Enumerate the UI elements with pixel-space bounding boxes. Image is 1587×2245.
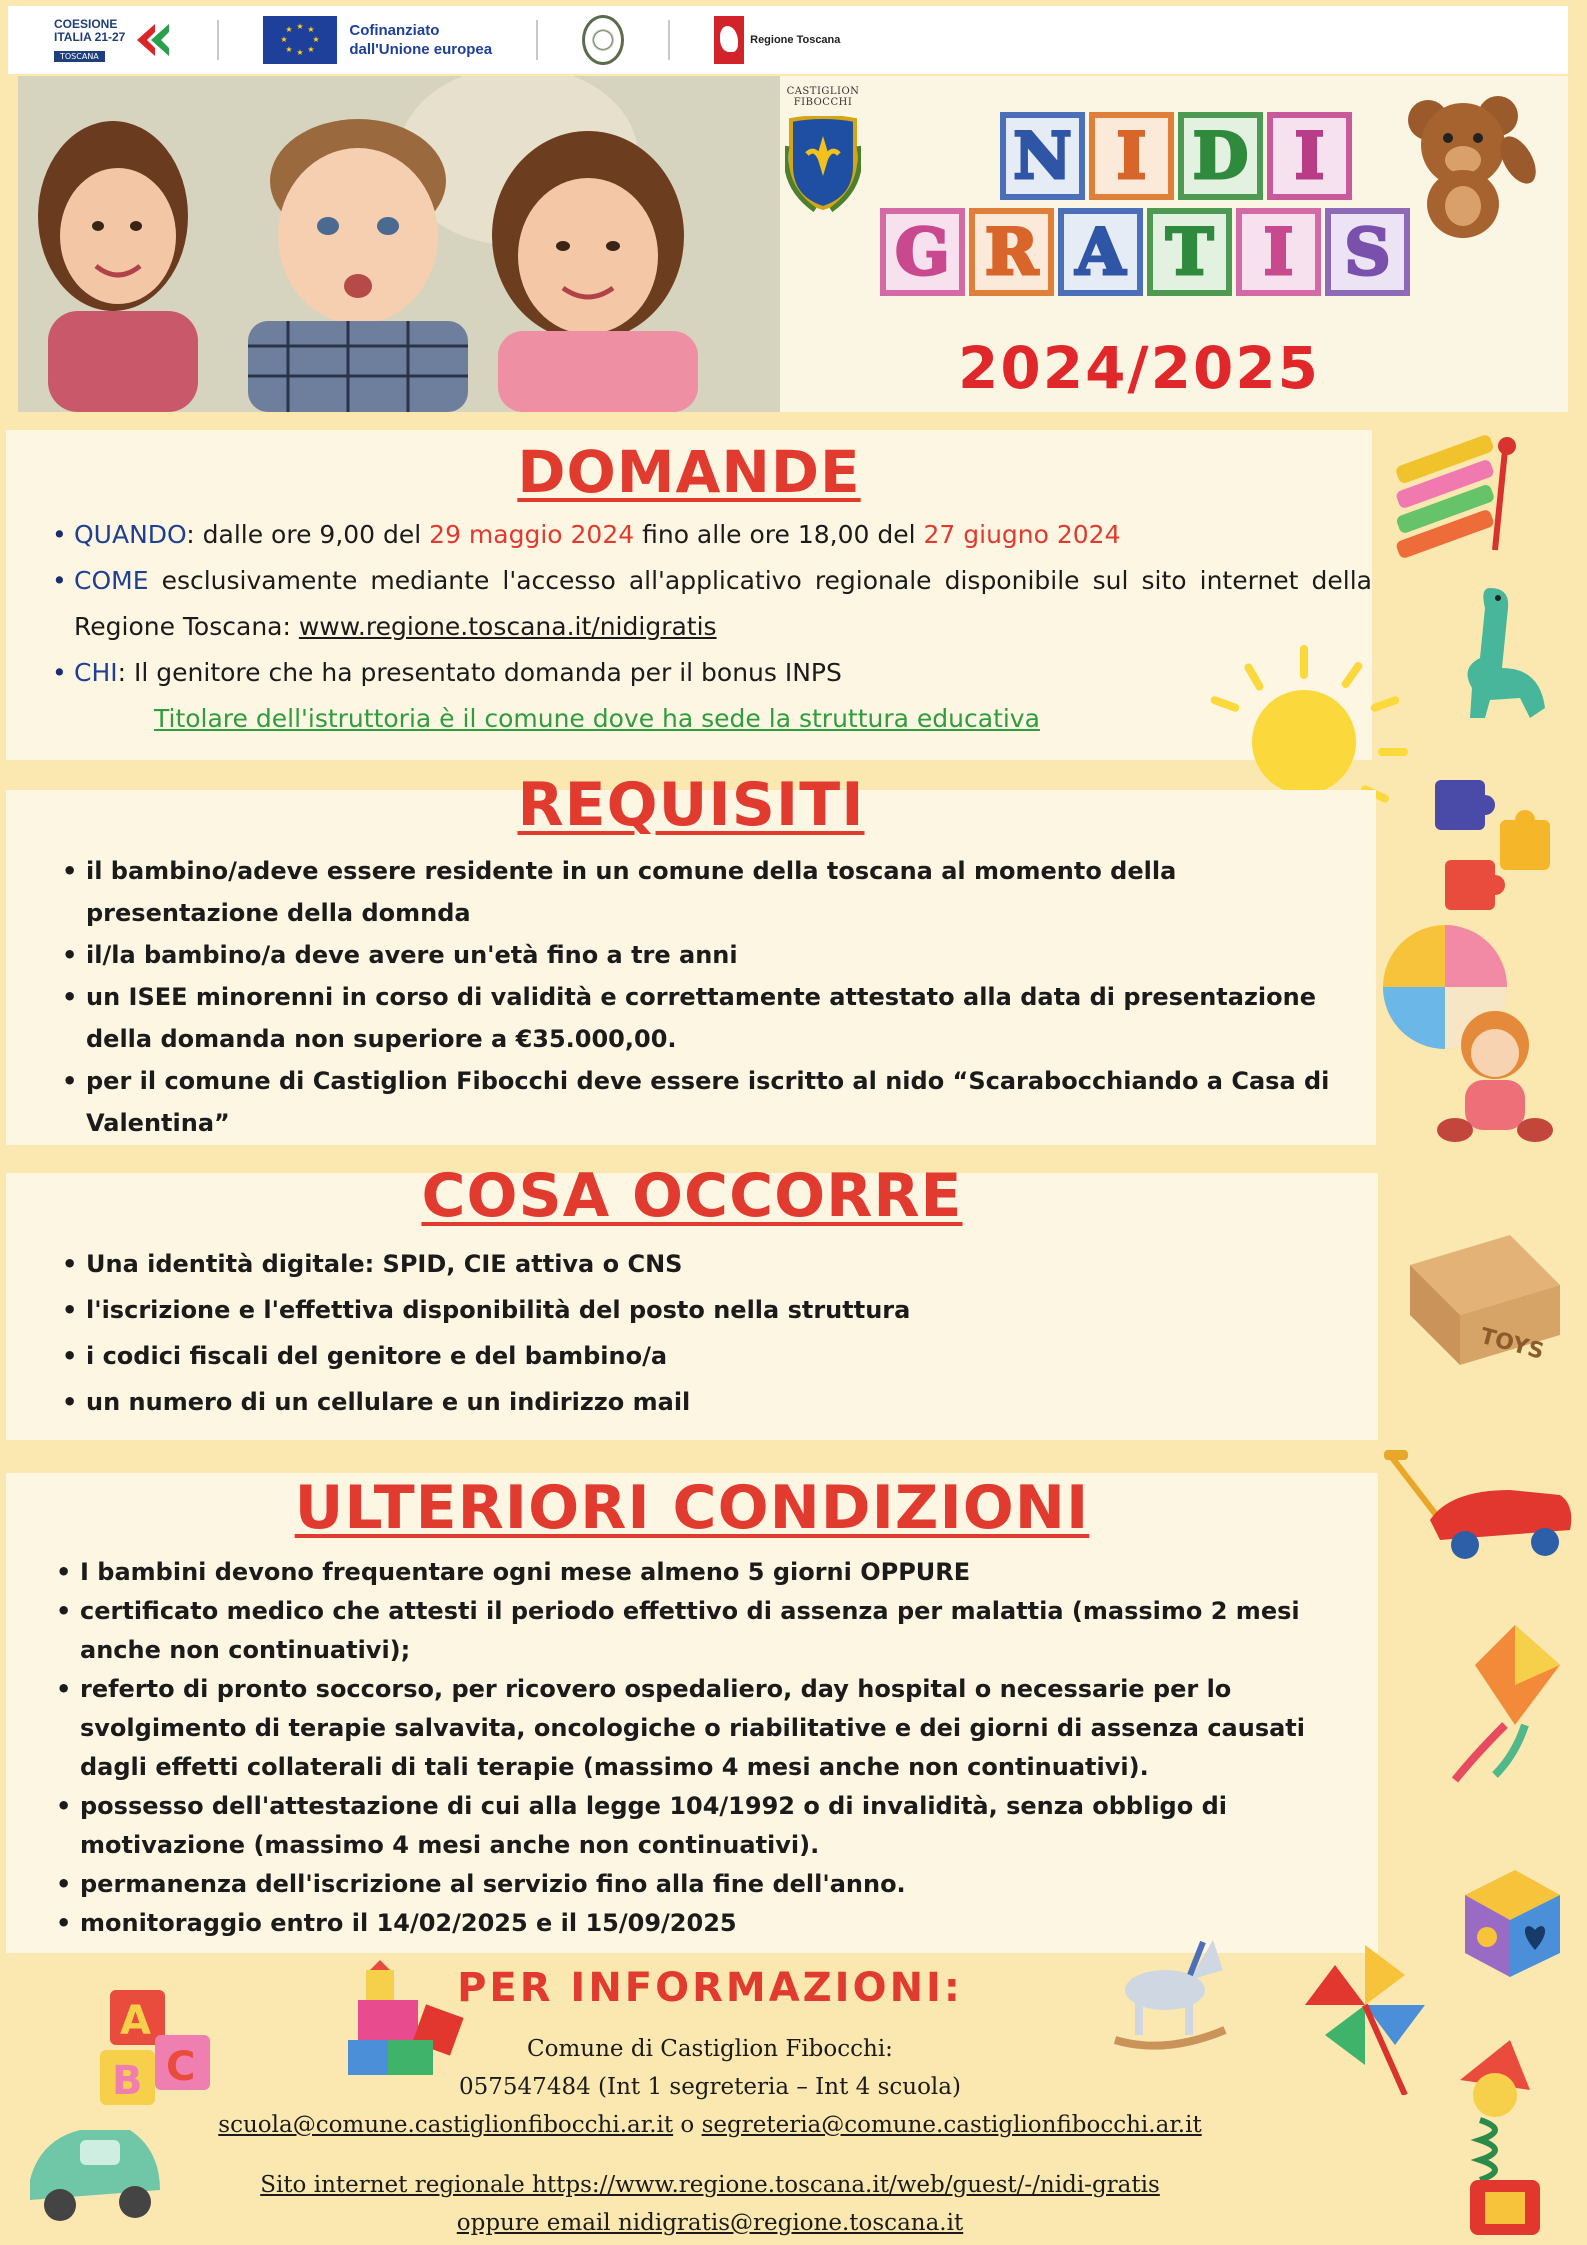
list-item: • il/la bambino/a deve avere un'età fino a tre anni	[62, 934, 1362, 976]
letter-block: D	[1178, 112, 1263, 200]
eu-cofinanced-text	[349, 21, 492, 59]
section-title-ulteriori: ULTERIORI CONDIZIONI	[294, 1473, 1090, 1543]
cosa-occorre-list	[62, 1241, 1362, 1425]
toy-cube-icon	[1455, 1865, 1565, 1980]
letter-block: T	[1147, 208, 1232, 296]
ulteriori-list	[56, 1553, 1376, 1943]
dinosaur-toy-icon	[1450, 588, 1550, 728]
letter-block: I	[1267, 112, 1352, 200]
section-cosa-occorre	[6, 1161, 1378, 1440]
logo-divider	[536, 20, 538, 60]
logo-bar	[8, 6, 1568, 74]
regional-site-link[interactable]: Sito internet regionale https://www.regione.toscana.it/web/guest/-/nidi-gratis	[260, 2172, 1160, 2198]
quando-date-start: 29 maggio 2024	[429, 520, 635, 549]
info-municipality: Comune di Castiglion Fibocchi:	[527, 2036, 893, 2062]
toy-box-icon	[1400, 1205, 1570, 1365]
list-item: • i codici fiscali del genitore e del bambino/a	[62, 1333, 1362, 1379]
children-photo	[18, 76, 780, 412]
letter-block: A	[1058, 208, 1143, 296]
list-item: • un ISEE minorenni in corso di validità e correttamente attestato alla data di presentazione della domanda non superiore a €35.000,00.	[62, 976, 1362, 1060]
abc-block-b: B	[112, 2058, 143, 2104]
list-item: • monitoraggio entro il 14/02/2025 e il 15/09/2025	[56, 1904, 1376, 1943]
list-item: • certificato medico che attesti il periodo effettivo di assenza per malattia (massimo 2 mesi anche non continuativi);	[56, 1592, 1376, 1670]
istruttoria-note: Titolare dell'istruttoria è il comune dove ha sede la struttura educativa	[154, 704, 1040, 733]
hero-banner	[18, 76, 1568, 412]
eu-line2: dall'Unione europea	[349, 41, 493, 58]
coesione-italia-logo	[54, 18, 173, 63]
logo-divider	[668, 20, 670, 60]
abc-block-a: A	[120, 1998, 151, 2044]
info-emails	[160, 2106, 1260, 2144]
quando-text-b: fino alle ore 18,00 del	[634, 520, 924, 549]
list-item: • per il comune di Castiglion Fibocchi deve essere iscritto al nido “Scarabocchiando a Casa di Valentina”	[62, 1060, 1362, 1144]
abc-block-c: C	[166, 2044, 196, 2090]
list-item-come	[52, 558, 1372, 650]
school-year: 2024/2025	[958, 334, 1321, 402]
email-scuola-link[interactable]: scuola@comune.castiglionfibocchi.ar.it	[218, 2112, 674, 2138]
toscana-label: Regione Toscana	[750, 34, 841, 46]
list-item: • referto di pronto soccorso, per ricovero ospedaliero, day hospital o necessarie per lo svolgimento di terapie salvavita, oncologiche o riabilitative e dei giorni di assenza causati dagli effetti collaterali di tali terapie (massimo 4 mesi anche non continuativi).	[56, 1670, 1376, 1787]
letter-block: R	[969, 208, 1054, 296]
italian-republic-emblem-icon	[582, 15, 624, 65]
toy-car-icon	[20, 2110, 170, 2230]
section-title-domande: DOMANDE	[517, 438, 861, 506]
list-item: • I bambini devono frequentare ogni mese almeno 5 giorni OPPURE	[56, 1553, 1376, 1592]
coesione-line1: COESIONE	[54, 16, 118, 31]
xylophone-icon	[1385, 420, 1535, 560]
toy-car-wagon-icon	[1380, 1450, 1580, 1570]
section-requisiti	[6, 770, 1376, 1145]
list-item: • un numero di un cellulare e un indirizzo mail	[62, 1379, 1362, 1425]
abc-blocks-icon	[90, 1990, 220, 2120]
municipality-crest	[763, 86, 883, 216]
rag-doll-icon	[1425, 1005, 1565, 1155]
children-illustration	[18, 76, 780, 412]
title-row-gratis	[880, 208, 1410, 296]
eu-flag-icon: ★ ★ ★ ★ ★ ★ ★ ★	[263, 16, 337, 64]
quando-text-a: : dalle ore 9,00 del	[186, 520, 430, 549]
crest-shield-icon	[785, 116, 861, 212]
section-domande	[6, 430, 1372, 760]
list-item: • Una identità digitale: SPID, CIE attiva o CNS	[62, 1241, 1362, 1287]
toy-box-label: TOYS	[1477, 1323, 1547, 1365]
eu-line1: Cofinanziato	[349, 22, 440, 39]
email-separator: o	[673, 2112, 702, 2138]
letter-block: S	[1325, 208, 1410, 296]
chi-text: : Il genitore che ha presentato domanda per il bonus INPS	[117, 658, 842, 687]
list-item-quando	[52, 512, 1372, 558]
title-row-nidi	[880, 112, 1410, 200]
logo-divider	[217, 20, 219, 60]
letter-block: I	[1089, 112, 1174, 200]
crest-caption: CASTIGLION FIBOCCHI	[786, 86, 860, 108]
list-item: • permanenza dell'iscrizione al servizio fino alla fine dell'anno.	[56, 1865, 1376, 1904]
nidigratis-link[interactable]: www.regione.toscana.it/nidigratis	[298, 612, 717, 641]
list-item: • possesso dell'attestazione di cui alla legge 104/1992 o di invalidità, senza obbligo di motivazione (massimo 4 mesi anche non continuativi).	[56, 1787, 1376, 1865]
chi-label: CHI	[74, 658, 118, 687]
jack-in-the-box-icon	[1420, 2040, 1560, 2240]
puzzle-pieces-icon	[1425, 770, 1565, 920]
coesione-arrow-icon	[133, 20, 173, 60]
quando-label: QUANDO	[74, 520, 187, 549]
coesione-line2: ITALIA 21-27	[54, 29, 126, 44]
info-phone: 057547484 (Int 1 segreteria – Int 4 scuola)	[459, 2074, 961, 2100]
list-item-chi	[52, 650, 1372, 742]
info-title: PER INFORMAZIONI:	[457, 1965, 963, 2011]
pinwheel-icon	[1305, 1945, 1425, 2095]
quando-date-end: 27 giugno 2024	[923, 520, 1121, 549]
requisiti-list	[62, 850, 1362, 1144]
section-title-requisiti: REQUISITI	[517, 770, 865, 840]
info-contacts	[160, 2030, 1260, 2242]
rocking-horse-icon	[1095, 1930, 1235, 2050]
letter-block: G	[880, 208, 965, 296]
section-ulteriori-condizioni	[6, 1473, 1378, 1953]
teddy-bear-icon	[1398, 90, 1538, 240]
domande-list	[52, 512, 1372, 742]
section-title-cosa-occorre: COSA OCCORRE	[421, 1161, 963, 1231]
regional-email-link[interactable]: oppure email nidigratis@regione.toscana.it	[456, 2210, 964, 2236]
list-item: • l'iscrizione e l'effettiva disponibilità del posto nella struttura	[62, 1287, 1362, 1333]
letter-block: I	[1236, 208, 1321, 296]
nidi-gratis-blocks	[880, 112, 1410, 296]
list-item: • il bambino/adeve essere residente in un comune della toscana al momento della presentazione della domnda	[62, 850, 1362, 934]
come-label: COME	[74, 566, 149, 595]
kite-icon	[1445, 1625, 1565, 1785]
letter-block: N	[1000, 112, 1085, 200]
regione-toscana-logo	[714, 16, 840, 64]
building-blocks-icon	[348, 1960, 478, 2100]
come-text: esclusivamente mediante l'accesso all'applicativo regionale disponibile sul sito internet della Regione Toscana:	[74, 566, 1372, 641]
email-segreteria-link[interactable]: segreteria@comune.castiglionfibocchi.ar.it	[701, 2112, 1202, 2138]
pegaso-icon	[714, 16, 744, 64]
coesione-region: TOSCANA	[54, 51, 105, 62]
